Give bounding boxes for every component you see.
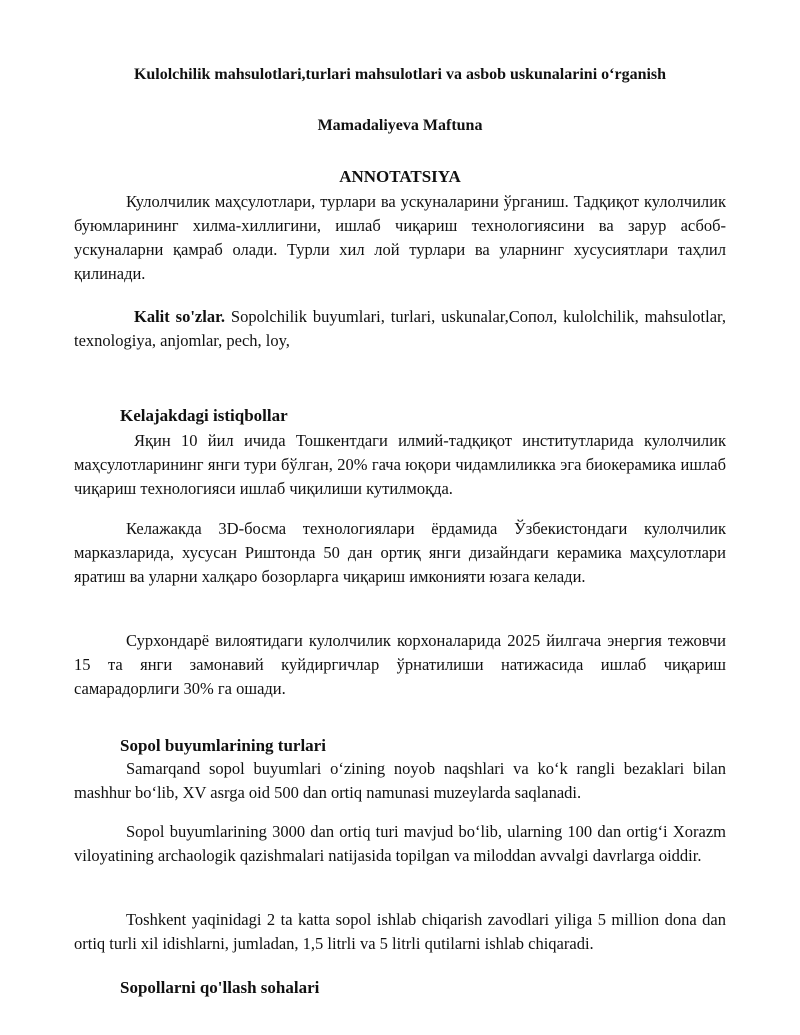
paragraph-text: Келажакда 3D-босма технологиялари ёрдамида Ўзбекистондаги кулолчилик марказларида, хусусан Риштонда 50 дан ортиқ янги дизайндаги керамика маҳсулотлари яратиш ва уларни халқаро бозорларга чиқариш имконияти юзага келади. xyxy=(74,519,726,586)
paragraph xyxy=(74,908,726,956)
paragraph-text: Sopol buyumlarining 3000 dan ortiq turi mavjud bo‘lib, ularning 100 dan ortig‘i Xorazm viloyatining archaologik qazishmalari natijasida topilgan va miloddan avvalgi davrlarga oiddir. xyxy=(74,822,726,865)
paragraph-text: Toshkent yaqinidagi 2 ta katta sopol ishlab chiqarish zavodlari yiliga 5 million dona dan ortiq turli xil idishlarni, jumladan, 1,5 litrli va 5 litrli qutilarni ishlab chiqaradi. xyxy=(74,910,726,953)
paragraph xyxy=(74,629,726,701)
paper-title: Kulolchilik mahsulotlari,turlari mahsulotlari va asbob uskunalarini o‘rganish xyxy=(133,66,667,83)
paragraph xyxy=(74,429,726,501)
paragraph xyxy=(74,757,726,805)
paragraph-text: Сурхондарё вилоятидаги кулолчилик корхоналарида 2025 йилгача энергия тежовчи 15 та янги замонавий куйдиргичлар ўрнатилиши натижасида ишлаб чиқариш самарадорлиги 30% га ошади. xyxy=(74,631,726,698)
paragraph-text: Samarqand sopol buyumlari o‘zining noyob naqshlari va ko‘k rangli bezaklari bilan mashhur bo‘lib, XV asrga oid 500 dan ortiq namunasi muzeylarda saqlanadi. xyxy=(74,759,726,802)
paragraph xyxy=(74,517,726,589)
paragraph xyxy=(74,820,726,868)
paragraph-text: Яқин 10 йил ичида Тошкентдаги илмий-тадқиқот институтларида кулолчилик маҳсулотларининг янги тури бўлган, 20% гача юқори чидамлиликка эга биокерамика ишлаб чиқариш технологияси ишлаб чиқилиши кутилмоқда. xyxy=(74,431,726,498)
author-name: Mamadaliyeva Maftuna xyxy=(317,117,483,134)
keywords-text: Sopolchilik buyumlari, turlari, uskunalar,Сопол, kulolchilik, mahsulotlar, texnologiya, anjomlar, pech, loy, xyxy=(74,307,726,350)
section-heading-types: Sopol buyumlarining turlari xyxy=(120,736,326,755)
keywords-paragraph xyxy=(74,305,726,353)
section-heading-prospects: Kelajakdagi istiqbollar xyxy=(120,406,288,425)
annotation-text: Кулолчилик маҳсулотлари, турлари ва ускуналарини ўрганиш. Тадқиқот кулолчилик буюмларининг хилма-хиллигини, ишлаб чиқариш технологиясини ва зарур асбоб-ускуналарни қамраб олади. Турли хил лой турлари ва уларнинг хусусиятлари таҳлил қилинади. xyxy=(74,192,726,283)
annotation-paragraph xyxy=(74,190,726,286)
section-heading-applications: Sopollarni qo'llash sohalari xyxy=(120,978,320,997)
annotation-heading: ANNOTATSIYA xyxy=(339,167,461,186)
keywords-label: Kalit so'zlar. xyxy=(134,307,226,326)
